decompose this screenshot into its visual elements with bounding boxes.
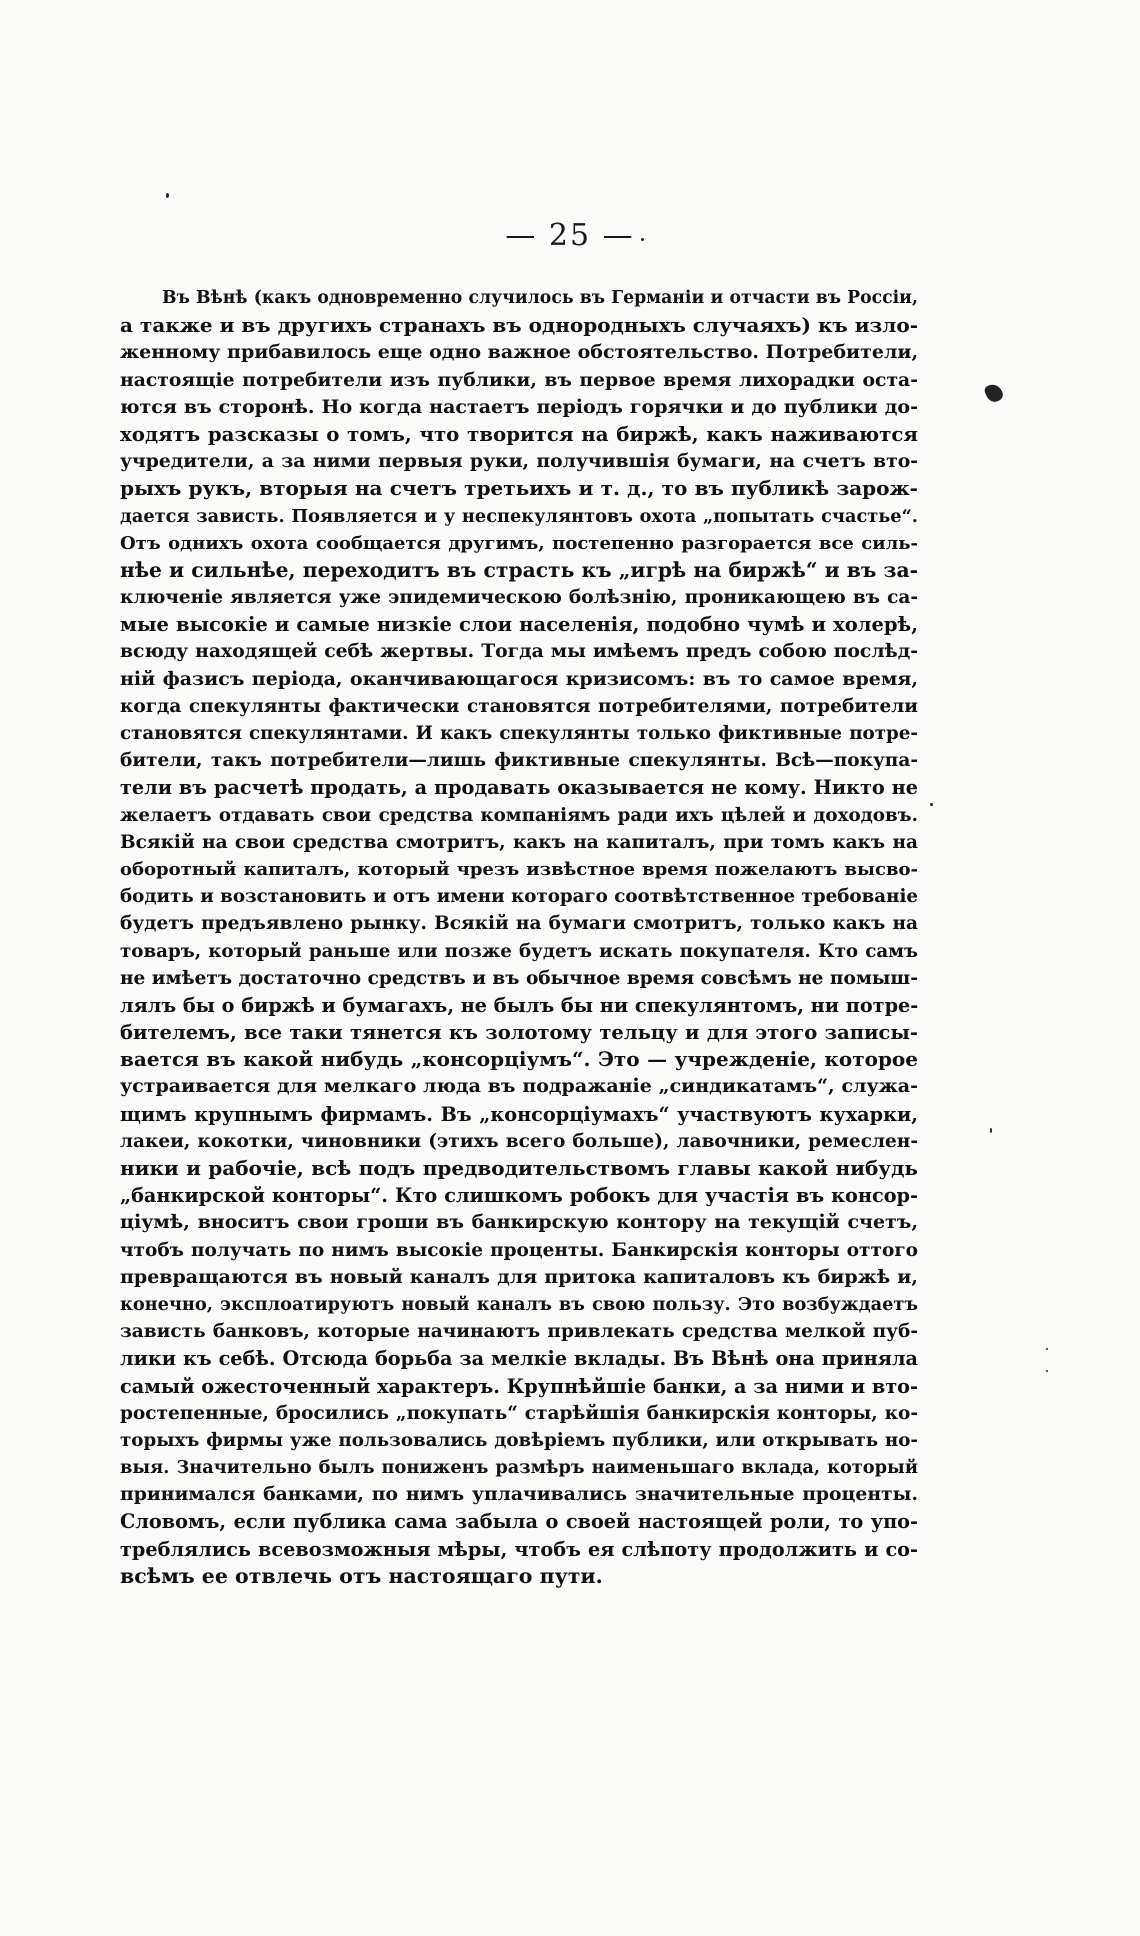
text-line: не имѣетъ достаточно средствъ и въ обычное время совсѣмъ не помыш- (120, 967, 918, 989)
text-line: ются въ сторонѣ. Но когда настаетъ періодъ горячки и до публики до- (120, 395, 918, 418)
ink-speck (1046, 1348, 1048, 1350)
text-line: учредители, а за ними первыя руки, получившія бумаги, на счетъ вто- (120, 450, 918, 473)
ink-speck (166, 193, 169, 198)
text-line: тели въ расчетѣ продать, а продавать оказывается не кому. Никто не (120, 776, 918, 800)
text-line: устраивается для мелкаго люда въ подражаніе „синдикатамъ“, служа- (120, 1075, 918, 1098)
text-line: щимъ крупнымъ фирмамъ. Въ „консорціумахъ“ участвуютъ кухарки, (120, 1102, 918, 1126)
text-line: настоящіе потребители изъ публики, въ первое время лихорадки оста- (120, 368, 918, 391)
text-line: ходятъ разсказы о томъ, что творится на биржѣ, какъ наживаются (120, 421, 918, 446)
page-number: — 25 — (505, 218, 635, 253)
ink-speck (983, 381, 1005, 404)
text-line: мые высокіе и самые низкіе слои населенія, подобно чумѣ и холерѣ, (120, 613, 918, 637)
text-line: чтобъ получать по нимъ высокіе проценты. Банкирскія конторы оттого (120, 1239, 918, 1261)
text-line: желаетъ отдавать свои средства компаніямъ ради ихъ цѣлей и доходовъ. (120, 804, 918, 826)
text-line: лялъ бы о биржѣ и бумагахъ, не былъ бы ни спекулянтомъ, ни потре- (120, 993, 918, 1017)
ink-speck (990, 1128, 992, 1133)
text-line: рыхъ рукъ, вторыя на счетъ третьихъ и т. д., то въ публикѣ зарож- (120, 476, 918, 501)
text-line: когда спекулянты фактически становятся потребителями, потребители (120, 695, 918, 717)
text-line: всѣмъ ее отвлечь отъ настоящаго пути. (120, 1563, 603, 1588)
text-line: будетъ предъявлено рынку. Всякій на бумаги смотритъ, только какъ на (120, 913, 918, 935)
text-line: вается въ какой нибудь „консорціумъ“. Это — учрежденіе, которое (120, 1047, 918, 1072)
text-line: ціумѣ, вноситъ свои гроши въ банкирскую контору на текущій счетъ, (120, 1211, 918, 1234)
text-line: зависть банковъ, которые начинаютъ привлекать средства мелкой пуб- (120, 1321, 918, 1343)
text-line: принимался банками, по нимъ уплачивались значительные проценты. (120, 1483, 918, 1506)
text-line: треблялись всевозможныя мѣры, чтобъ ея слѣпоту продолжить и со- (120, 1537, 918, 1561)
text-line: нѣе и сильнѣе, переходитъ въ страсть къ „игрѣ на биржѣ“ и въ за- (120, 557, 918, 582)
text-line: а также и въ другихъ странахъ въ однородныхъ случаяхъ) къ изло- (120, 313, 918, 338)
text-line: самый ожесточенный характеръ. Крупнѣйшіе банки, а за ними и вто- (120, 1374, 918, 1398)
text-line: лакеи, кокотки, чиновники (этихъ всего больше), лавочники, ремеслен- (120, 1130, 918, 1152)
text-line: Въ Вѣнѣ (какъ одновременно случилось въ Германіи и отчасти въ Россіи, (162, 288, 918, 308)
text-line: бодить и возстановить и отъ имени котораго соотвѣтственное требованіе (120, 886, 918, 908)
text-line: торыхъ фирмы уже пользовались довѣріемъ публики, или открывать но- (120, 1429, 918, 1451)
body-text (120, 285, 918, 1590)
text-line: всюду находящей себѣ жертвы. Тогда мы имѣемъ предъ собою послѣд- (120, 640, 918, 663)
text-line: ники и рабочіе, всѣ подъ предводительствомъ главы какой нибудь (120, 1156, 918, 1180)
text-line: оборотный капиталъ, который чрезъ извѣстное время пожелаютъ высво- (120, 858, 918, 880)
text-line: бителемъ, все таки тянется къ золотому тельцу и для этого записы- (120, 1021, 918, 1045)
text-line: бители, такъ потребители—лишь фиктивные спекулянты. Всѣ—покупа- (120, 750, 918, 772)
text-line: превращаются въ новый каналъ для притока капиталовъ къ биржѣ и, (120, 1265, 918, 1288)
text-line: Отъ однихъ охота сообщается другимъ, постепенно разгорается все силь- (120, 532, 918, 554)
text-line: ній фазисъ періода, оканчивающагося кризисомъ: въ то самое время, (120, 667, 918, 690)
text-line: дается зависть. Появляется и у неспекулянтовъ охота „попытать счастье“. (120, 505, 918, 527)
text-line: женному прибавилось еще одно важное обстоятельство. Потребители, (120, 341, 918, 364)
text-line: товаръ, который раньше или позже будетъ искать покупателя. Кто самъ (120, 940, 918, 962)
text-line: становятся спекулянтами. И какъ спекулянты только фиктивные потре- (120, 723, 918, 744)
text-line: ключеніе является уже эпидемическою болѣзнію, проникающею въ са- (120, 587, 918, 609)
text-line: Словомъ, если публика сама забыла о своей настоящей роли, то упо- (120, 1510, 918, 1534)
text-line: „банкирской конторы“. Кто слишкомъ робокъ для участія въ консор- (120, 1184, 918, 1208)
text-line: выя. Значительно былъ пониженъ размѣръ наименьшаго вклада, который (120, 1457, 918, 1479)
ink-speck (641, 238, 644, 241)
ink-speck (930, 803, 933, 806)
text-line: лики къ себѣ. Отсюда борьба за мелкіе вклады. Въ Вѣнѣ она приняла (120, 1347, 918, 1371)
ink-speck (1046, 1370, 1048, 1372)
text-line: ростепенные, бросились „покупать“ старѣйшія банкирскія конторы, ко- (120, 1402, 918, 1424)
text-line: конечно, эксплоатируютъ новый каналъ въ свою пользу. Это возбуждаетъ (120, 1293, 918, 1315)
text-line: Всякій на свои средства смотритъ, какъ на капиталъ, при томъ какъ на (120, 831, 918, 853)
